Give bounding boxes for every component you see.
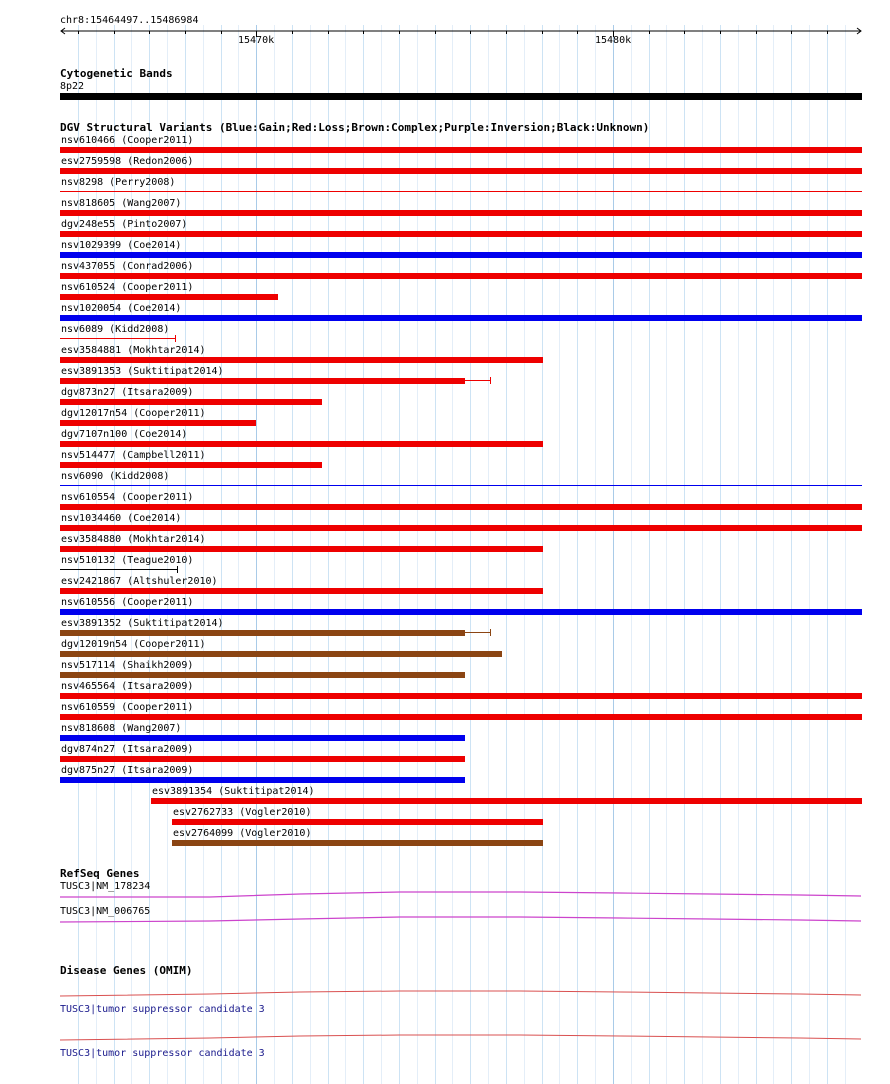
variant-bar[interactable] [60, 609, 862, 615]
variant-label: dgv12019n54 (Cooper2011) [61, 639, 206, 650]
variant-label: nsv8298 (Perry2008) [61, 177, 176, 188]
variant-bar[interactable] [60, 315, 862, 321]
variant-label: esv3891353 (Suktitipat2014) [61, 366, 224, 377]
variant-label: esv3584881 (Mokhtar2014) [61, 345, 206, 356]
variant-bar[interactable] [60, 651, 502, 657]
variant-bar[interactable] [60, 231, 862, 237]
variant-bar[interactable] [60, 630, 465, 636]
variant-label: nsv610559 (Cooper2011) [61, 702, 194, 713]
variant-bar[interactable] [60, 378, 465, 384]
variant-bar[interactable] [60, 210, 862, 216]
variant-label: nsv514477 (Campbell2011) [61, 450, 206, 461]
variant-bar[interactable] [151, 798, 862, 804]
variant-label: dgv873n27 (Itsara2009) [61, 387, 194, 398]
variant-whisker [465, 380, 490, 381]
variant-label: esv3891354 (Suktitipat2014) [152, 786, 315, 797]
variant-label: nsv6090 (Kidd2008) [61, 471, 170, 482]
variant-label: nsv1020054 (Coe2014) [61, 303, 182, 314]
variant-label: esv2759598 (Redon2006) [61, 156, 194, 167]
variant-bar[interactable] [60, 462, 322, 468]
variant-bar[interactable] [60, 714, 862, 720]
variant-label: nsv437055 (Conrad2006) [61, 261, 194, 272]
locus-label: chr8:15464497..15486984 [60, 15, 199, 26]
ruler-tick-label: 15470k [238, 35, 275, 46]
variant-bar[interactable] [60, 147, 862, 153]
gene-model[interactable] [0, 888, 890, 902]
omim-gene-model[interactable] [0, 986, 890, 1000]
variant-bar[interactable] [60, 191, 862, 192]
ruler-tick-label: 15480k [595, 35, 632, 46]
variant-label: nsv510132 (Teague2010) [61, 555, 194, 566]
track-title-dgv: DGV Structural Variants (Blue:Gain;Red:Loss;Brown:Complex;Purple:Inversion;Black:Unknown) [60, 121, 650, 134]
variant-label: dgv12017n54 (Cooper2011) [61, 408, 206, 419]
variant-label: esv2762733 (Vogler2010) [173, 807, 312, 818]
variant-label: nsv517114 (Shaikh2009) [61, 660, 194, 671]
variant-bar[interactable] [60, 693, 862, 699]
omim-gene-label[interactable]: TUSC3|tumor suppressor candidate 3 [60, 1004, 265, 1015]
variant-label: nsv1029399 (Coe2014) [61, 240, 182, 251]
variant-bar[interactable] [60, 588, 543, 594]
variant-label: nsv610524 (Cooper2011) [61, 282, 194, 293]
gene-label: TUSC3|NM_006765 [60, 906, 151, 917]
cytoband-label: 8p22 [60, 81, 85, 92]
cytoband-bar[interactable] [60, 93, 862, 100]
variant-label: nsv1034460 (Coe2014) [61, 513, 182, 524]
variant-bar[interactable] [60, 672, 465, 678]
variant-bar[interactable] [60, 338, 176, 339]
variant-bar[interactable] [60, 569, 178, 570]
variant-label: nsv610556 (Cooper2011) [61, 597, 194, 608]
gene-model[interactable] [0, 912, 890, 926]
variant-label: dgv7107n100 (Coe2014) [61, 429, 188, 440]
variant-label: nsv818605 (Wang2007) [61, 198, 182, 209]
variant-label: nsv610554 (Cooper2011) [61, 492, 194, 503]
variant-bar[interactable] [60, 252, 862, 258]
variant-bar[interactable] [60, 273, 862, 279]
variant-bar[interactable] [60, 357, 543, 363]
variant-bar[interactable] [60, 504, 862, 510]
variant-bar[interactable] [60, 168, 862, 174]
omim-gene-model[interactable] [0, 1030, 890, 1044]
track-title-refseq: RefSeq Genes [60, 867, 140, 880]
variant-bar[interactable] [60, 735, 465, 741]
variant-bar[interactable] [172, 840, 543, 846]
variant-bar[interactable] [60, 777, 465, 783]
variant-bar[interactable] [60, 546, 543, 552]
variant-label: nsv818608 (Wang2007) [61, 723, 182, 734]
variant-label: nsv6089 (Kidd2008) [61, 324, 170, 335]
variant-label: esv3891352 (Suktitipat2014) [61, 618, 224, 629]
gene-label: TUSC3|NM_178234 [60, 881, 151, 892]
track-title-omim: Disease Genes (OMIM) [60, 964, 193, 977]
variant-bar[interactable] [60, 525, 862, 531]
variant-bar[interactable] [60, 294, 278, 300]
omim-gene-label[interactable]: TUSC3|tumor suppressor candidate 3 [60, 1048, 265, 1059]
variant-whisker-cap [490, 629, 491, 636]
variant-bar[interactable] [60, 399, 322, 405]
variant-label: nsv465564 (Itsara2009) [61, 681, 194, 692]
track-title-cytoband: Cytogenetic Bands [60, 67, 173, 80]
variant-end-cap [177, 566, 178, 573]
variant-bar[interactable] [60, 420, 256, 426]
variant-whisker [465, 632, 490, 633]
variant-bar[interactable] [172, 819, 543, 825]
variant-label: dgv875n27 (Itsara2009) [61, 765, 194, 776]
variant-label: esv2421867 (Altshuler2010) [61, 576, 218, 587]
variant-whisker-cap [490, 377, 491, 384]
variant-label: dgv248e55 (Pinto2007) [61, 219, 188, 230]
variant-bar[interactable] [60, 756, 465, 762]
variant-bar[interactable] [60, 485, 862, 486]
variant-label: esv3584880 (Mokhtar2014) [61, 534, 206, 545]
coordinate-ruler[interactable] [0, 25, 890, 45]
variant-bar[interactable] [60, 441, 543, 447]
variant-end-cap [175, 335, 176, 342]
variant-label: nsv610466 (Cooper2011) [61, 135, 194, 146]
variant-label: esv2764099 (Vogler2010) [173, 828, 312, 839]
variant-label: dgv874n27 (Itsara2009) [61, 744, 194, 755]
